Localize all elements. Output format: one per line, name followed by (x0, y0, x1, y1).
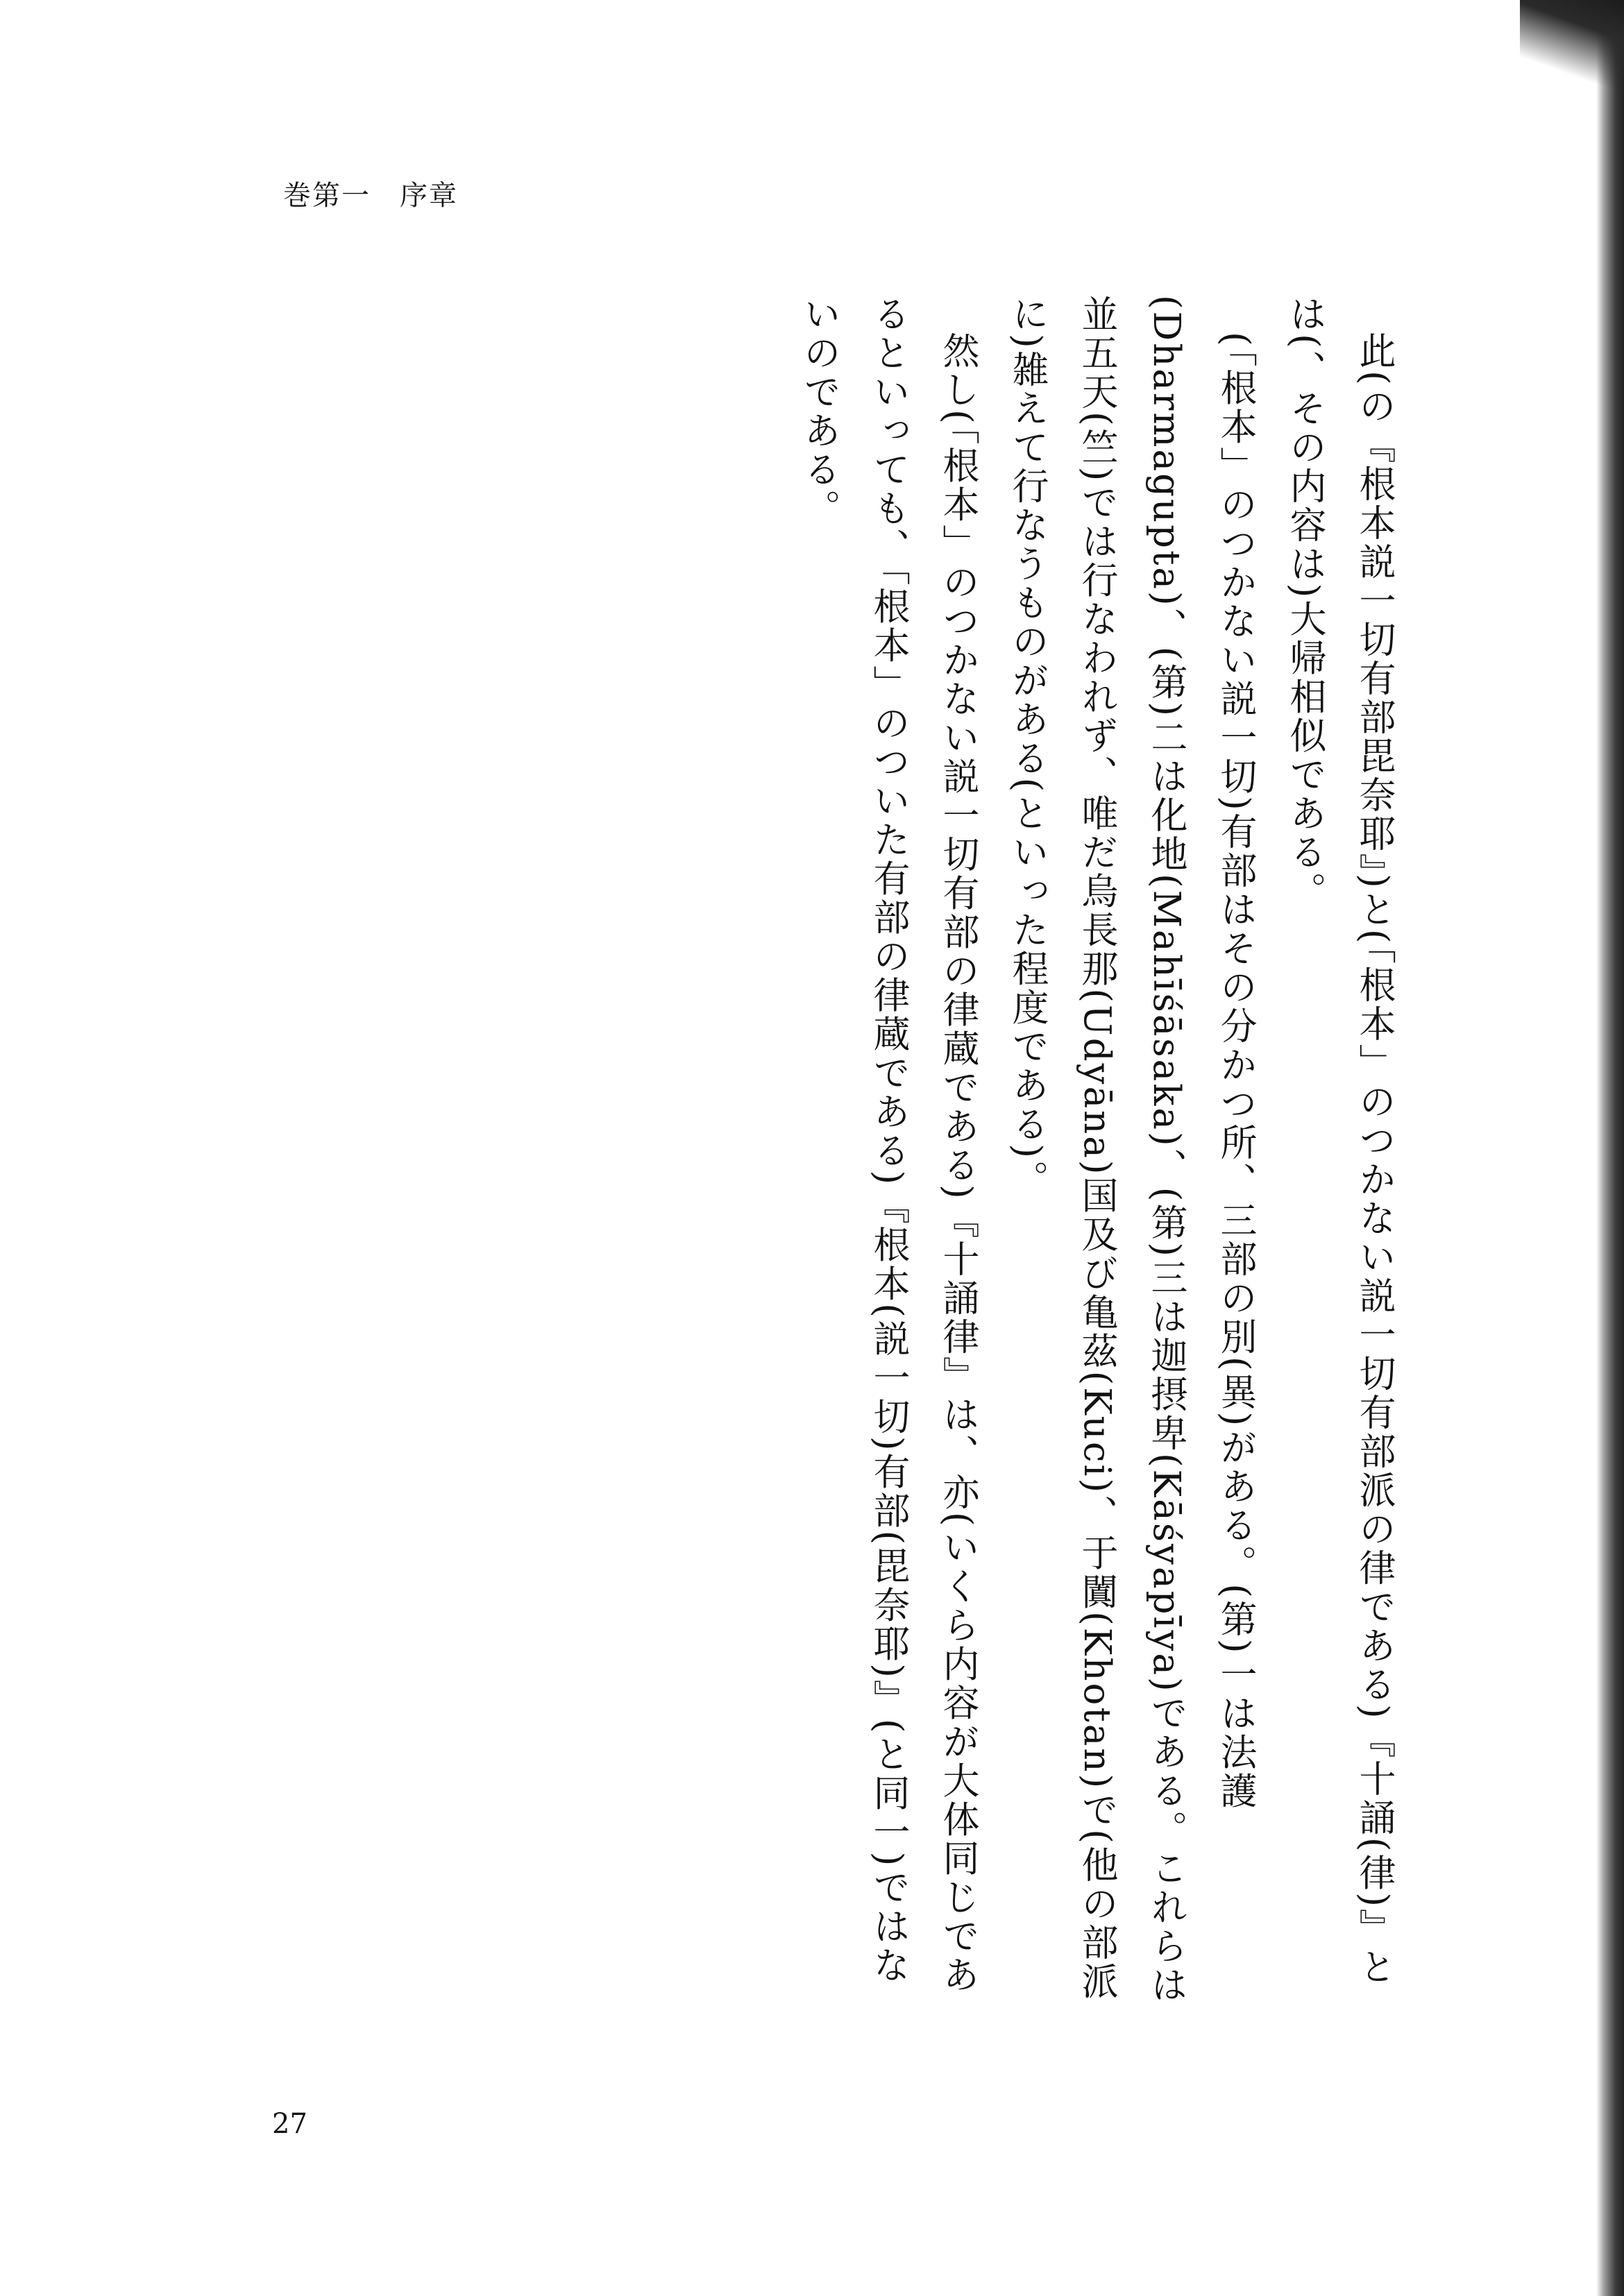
paragraph: (「根本」のつかない説一切)有部はその分かつ所、三部の別(異)がある。(第)一は法護(Dharmagupta)、(第)二は化地(Mahīśāsaka)、(第)三は迦摂卑(Kāśyapīya)である。これらは並五天(竺)では行なわれず、唯だ烏長那(Udyāna)国及び亀茲(Kuci)、于闐(Khotan)で(他の部派に)雑えて行なうものがある(といった程度である)。 (1006, 295, 1257, 2005)
running-head: 巻第一 序章 (283, 180, 458, 212)
scan-corner-shadow (1520, 0, 1624, 97)
page-number: 27 (272, 2108, 307, 2140)
body-text (784, 295, 1409, 2009)
scan-edge-shadow (1596, 0, 1624, 2296)
paragraph: 此(の『根本説一切有部毘奈耶』)と(「根本」のつかない説一切有部派の律である)『十誦(律)』とは(、その内容は)大帰相似である。 (1284, 295, 1396, 1987)
paragraph: 然し(「根本」のつかない説一切有部の律蔵である)『十誦律』は、亦(いくら内容が大体同じであるといっても、「根本」のついた有部の律蔵である)『根本(説一切)有部(毘奈耶)』(と同一)ではないのである。 (798, 295, 979, 1995)
